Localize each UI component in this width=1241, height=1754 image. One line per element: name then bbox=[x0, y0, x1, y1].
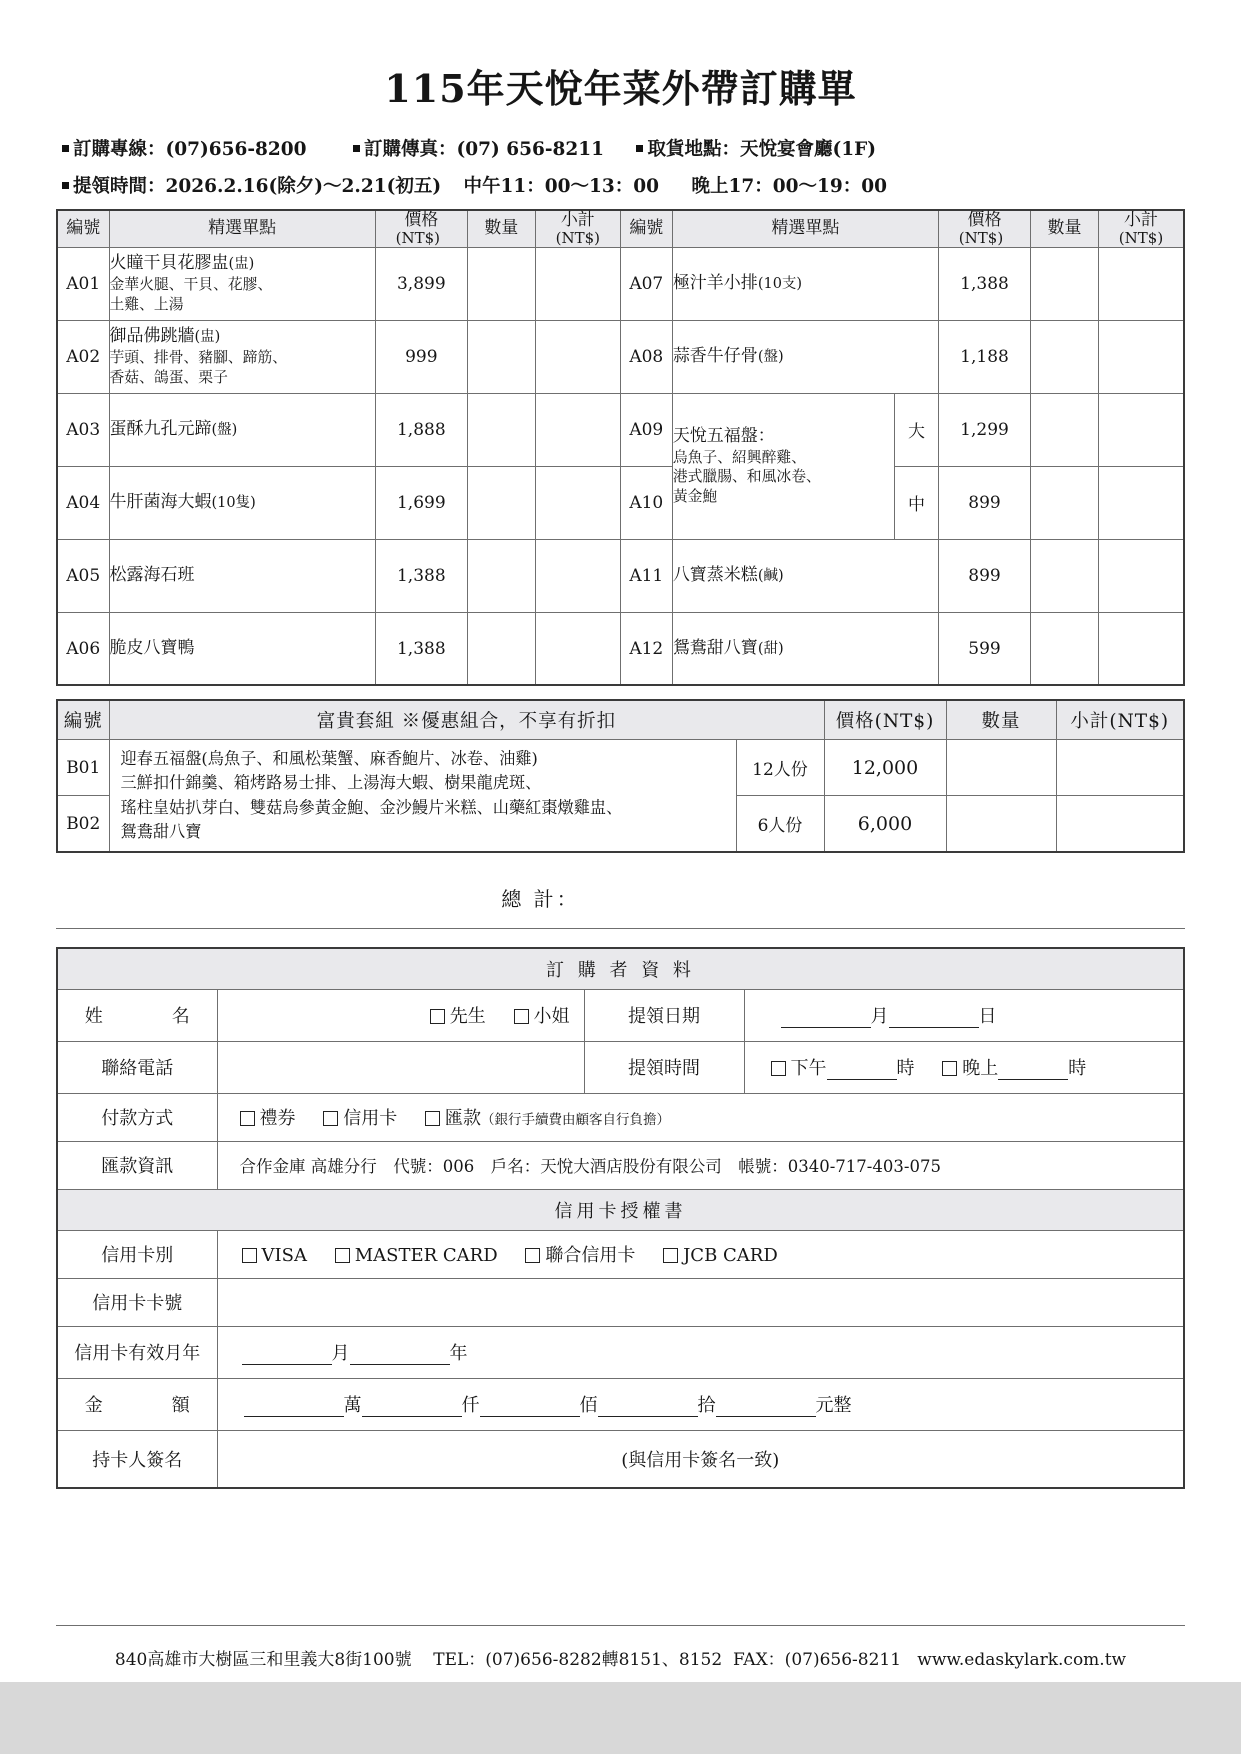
item-subtotal-input[interactable] bbox=[535, 612, 620, 685]
checkbox-icon[interactable] bbox=[425, 1111, 440, 1126]
checkbox-icon[interactable] bbox=[240, 1111, 255, 1126]
item-name: 蒜香牛仔骨 bbox=[672, 346, 758, 367]
item-unit: (10隻) bbox=[211, 495, 256, 512]
jcb-label: JCB CARD bbox=[683, 1245, 778, 1267]
col-price-left-unit: (NT$) bbox=[395, 229, 440, 248]
item-unit: (盤) bbox=[757, 349, 784, 366]
page-title: 115年天悅年菜外帶訂購單 bbox=[384, 66, 857, 111]
item-name: 八寶蒸米糕 bbox=[672, 565, 758, 586]
remit-label: 匯款資訊 bbox=[57, 1141, 217, 1189]
unioncard-label: 聯合信用卡 bbox=[545, 1245, 636, 1267]
item-name: 御品佛跳牆 bbox=[109, 326, 195, 347]
item-size: 大 bbox=[895, 393, 939, 466]
amount-unit-bai: 佰 bbox=[579, 1395, 598, 1417]
pickup-date-input[interactable] bbox=[744, 989, 1184, 1041]
table-row bbox=[57, 320, 1184, 393]
set-price: 6,000 bbox=[824, 796, 946, 852]
name-label: 姓 名 bbox=[57, 989, 217, 1041]
transfer-label: 匯款 bbox=[444, 1108, 481, 1130]
item-subtotal-input[interactable] bbox=[1099, 320, 1185, 393]
order-phone bbox=[62, 135, 307, 161]
item-qty-input[interactable] bbox=[1031, 393, 1099, 466]
pm-hour-blank[interactable] bbox=[827, 1058, 897, 1080]
payment-label: 付款方式 bbox=[57, 1093, 217, 1141]
set-qty-input[interactable] bbox=[946, 796, 1056, 852]
bullet-icon bbox=[62, 182, 69, 189]
voucher-checkbox[interactable] bbox=[240, 1104, 296, 1130]
col-price-right-text: 價格 bbox=[967, 210, 1002, 230]
item-qty-input[interactable] bbox=[467, 612, 535, 685]
item-subtotal-input[interactable] bbox=[1099, 393, 1185, 466]
checkbox-icon[interactable] bbox=[430, 1009, 445, 1024]
amount-input[interactable] bbox=[217, 1378, 1184, 1430]
item-subtotal-input[interactable] bbox=[1099, 612, 1185, 685]
mastercard-label: MASTER CARD bbox=[354, 1245, 498, 1267]
col-price-left bbox=[375, 210, 467, 247]
set-price: 12,000 bbox=[824, 740, 946, 796]
item-price: 1,888 bbox=[375, 393, 467, 466]
pickup-date-month-blank[interactable] bbox=[781, 1006, 871, 1028]
item-code: A07 bbox=[620, 247, 672, 320]
mr-label: 先生 bbox=[449, 1006, 486, 1028]
pickup-place-value: 天悅宴會廳(1F) bbox=[739, 139, 876, 160]
footer-contact bbox=[0, 1645, 1241, 1670]
item-code: A08 bbox=[620, 320, 672, 393]
order-phone-label: 訂購專線： bbox=[73, 139, 166, 160]
item-code: A04 bbox=[57, 466, 109, 539]
customer-section-header bbox=[57, 948, 1184, 990]
item-name: 火瞳干貝花膠盅 bbox=[109, 253, 229, 274]
footer-fax: FAX：(07)656-8211 bbox=[732, 1650, 902, 1670]
pm-label: 下午 bbox=[790, 1058, 827, 1080]
creditcard-section-title: 信用卡授權書 bbox=[57, 1189, 1184, 1230]
pickup-time-noon: 中午11：00～13：00 bbox=[463, 176, 660, 197]
item-price: 599 bbox=[939, 612, 1031, 685]
amount-unit-wan: 萬 bbox=[343, 1395, 362, 1417]
card-number-row bbox=[57, 1278, 1184, 1326]
card-number-label: 信用卡卡號 bbox=[57, 1278, 217, 1326]
transfer-note: （銀行手續費由顧客自行負擔） bbox=[480, 1112, 670, 1129]
table-row bbox=[57, 539, 1184, 612]
item-name: 脆皮八寶鴨 bbox=[109, 638, 195, 659]
item-ingredients: 烏魚子、紹興醉雞、 港式臘腸、和風冰卷、 黃金鮑 bbox=[672, 448, 821, 505]
item-qty-input[interactable] bbox=[1031, 612, 1099, 685]
item-size: 中 bbox=[895, 466, 939, 539]
set-col-title: 富貴套組 ※優惠組合，不享有折扣 bbox=[109, 700, 824, 740]
table-row bbox=[57, 612, 1184, 685]
signature-note: (與信用卡簽名一致) bbox=[621, 1450, 780, 1472]
col-price-right bbox=[939, 210, 1031, 247]
signature-input[interactable] bbox=[217, 1430, 1184, 1488]
item-code: A06 bbox=[57, 612, 109, 685]
pickup-place-label: 取貨地點： bbox=[647, 139, 740, 160]
item-code: A12 bbox=[620, 612, 672, 685]
item-name-cell bbox=[109, 539, 375, 612]
creditcard-checkbox[interactable] bbox=[323, 1104, 397, 1130]
set-desc-line-2: 三鮮扣什錦羹、箱烤路易士排、上湯海大蝦、樹果龍虎斑、 bbox=[120, 773, 542, 793]
item-name-cell bbox=[672, 539, 938, 612]
item-qty-input[interactable] bbox=[1031, 320, 1099, 393]
set-desc-line-4: 鴛鴦甜八寶 bbox=[120, 821, 202, 841]
set-col-qty: 數量 bbox=[946, 700, 1056, 740]
pickup-place bbox=[636, 135, 876, 161]
card-type-options[interactable] bbox=[217, 1230, 1184, 1278]
signature-label: 持卡人簽名 bbox=[57, 1430, 217, 1488]
table-row bbox=[57, 247, 1184, 320]
item-unit: (10支) bbox=[757, 276, 803, 293]
amount-blank-4[interactable] bbox=[598, 1395, 698, 1417]
expiry-month-label: 月 bbox=[331, 1343, 350, 1365]
eve-hour-blank[interactable] bbox=[998, 1058, 1068, 1080]
contact-info-line bbox=[62, 135, 1185, 161]
set-menu-row-b01 bbox=[57, 740, 1184, 796]
set-subtotal-input[interactable] bbox=[1056, 796, 1184, 852]
amount-blank-5[interactable] bbox=[716, 1395, 816, 1417]
transfer-checkbox[interactable] bbox=[425, 1104, 670, 1130]
col-qty-left: 數量 bbox=[467, 210, 535, 247]
order-fax-label: 訂購傳真： bbox=[364, 139, 457, 160]
item-ingredients: 芋頭、排骨、豬腳、蹄筋、 香菇、鴿蛋、栗子 bbox=[109, 349, 288, 386]
expiry-year-label: 年 bbox=[449, 1343, 468, 1365]
card-expiry-row bbox=[57, 1326, 1184, 1378]
creditcard-label: 信用卡 bbox=[343, 1108, 398, 1130]
customer-info-table bbox=[56, 947, 1185, 1490]
item-subtotal-input[interactable] bbox=[1099, 466, 1185, 539]
set-portion: 12人份 bbox=[736, 740, 824, 796]
col-subtotal-right-unit: (NT$) bbox=[1118, 229, 1164, 248]
item-code: A09 bbox=[620, 393, 672, 466]
ms-label: 小姐 bbox=[533, 1006, 570, 1028]
amount-blank-3[interactable] bbox=[480, 1395, 580, 1417]
item-name: 松露海石班 bbox=[109, 565, 195, 586]
customer-section-title: 訂 購 者 資 料 bbox=[57, 948, 1184, 990]
item-name: 極汁羊小排 bbox=[672, 273, 758, 294]
remit-row bbox=[57, 1141, 1184, 1189]
col-subtotal-left bbox=[535, 210, 620, 247]
table-row bbox=[57, 393, 1184, 466]
unioncard-checkbox[interactable] bbox=[525, 1241, 635, 1267]
pickup-time-dates: 2026.2.16(除夕)～2.21(初五) bbox=[165, 176, 442, 197]
footer-band bbox=[0, 1682, 1241, 1754]
order-fax bbox=[353, 135, 604, 161]
bullet-icon bbox=[62, 145, 69, 152]
phone-input[interactable] bbox=[217, 1041, 584, 1093]
item-qty-input[interactable] bbox=[467, 466, 535, 539]
footer-website[interactable]: www.edaskylark.com.tw bbox=[917, 1650, 1127, 1670]
ms-checkbox[interactable] bbox=[514, 1002, 570, 1028]
col-subtotal-left-text: 小計 bbox=[560, 210, 595, 230]
item-subtotal-input[interactable] bbox=[1099, 247, 1185, 320]
item-unit: (鹹) bbox=[757, 568, 784, 585]
footer-address: 840高雄市大樹區三和里義大8街100號 bbox=[114, 1650, 412, 1670]
checkbox-icon[interactable] bbox=[514, 1009, 529, 1024]
item-subtotal-input[interactable] bbox=[1099, 539, 1185, 612]
item-price: 1,388 bbox=[939, 247, 1031, 320]
pickup-date-day-blank[interactable] bbox=[889, 1006, 979, 1028]
item-name-cell bbox=[672, 247, 938, 320]
grand-total-label: 總 計： bbox=[501, 886, 580, 911]
amount-row bbox=[57, 1378, 1184, 1430]
card-type-label: 信用卡別 bbox=[57, 1230, 217, 1278]
item-code: A10 bbox=[620, 466, 672, 539]
payment-options[interactable] bbox=[217, 1093, 1184, 1141]
order-fax-value: (07) 656-8211 bbox=[456, 139, 605, 160]
item-price: 3,899 bbox=[375, 247, 467, 320]
payment-row bbox=[57, 1093, 1184, 1141]
bullet-icon bbox=[636, 145, 643, 152]
set-subtotal-input[interactable] bbox=[1056, 740, 1184, 796]
eve-checkbox[interactable] bbox=[942, 1054, 1086, 1080]
card-number-input[interactable] bbox=[217, 1278, 1184, 1326]
item-subtotal-input[interactable] bbox=[535, 539, 620, 612]
item-code: A01 bbox=[57, 247, 109, 320]
item-unit: (甜) bbox=[757, 641, 784, 658]
item-code: A05 bbox=[57, 539, 109, 612]
col-price-left-text: 價格 bbox=[404, 210, 439, 230]
checkbox-icon[interactable] bbox=[323, 1111, 338, 1126]
menu-table bbox=[56, 209, 1185, 686]
card-expiry-input[interactable] bbox=[217, 1326, 1184, 1378]
item-name-cell bbox=[109, 247, 375, 320]
amount-label: 金 額 bbox=[57, 1378, 217, 1430]
item-unit: (盅) bbox=[228, 256, 255, 273]
expiry-month-blank[interactable] bbox=[242, 1343, 332, 1365]
pickup-time-line bbox=[62, 172, 1185, 198]
item-code: A03 bbox=[57, 393, 109, 466]
pickup-date-month-label: 月 bbox=[870, 1006, 889, 1028]
set-menu-table bbox=[56, 699, 1185, 853]
signature-row bbox=[57, 1430, 1184, 1488]
item-qty-input[interactable] bbox=[467, 320, 535, 393]
set-col-price: 價格(NT$) bbox=[824, 700, 946, 740]
item-code: A02 bbox=[57, 320, 109, 393]
col-code-left: 編號 bbox=[57, 210, 109, 247]
item-name: 鴛鴦甜八寶 bbox=[672, 638, 758, 659]
set-portion: 6人份 bbox=[736, 796, 824, 852]
visa-label: VISA bbox=[261, 1245, 307, 1267]
remit-value: 合作金庫 高雄分行 代號：006 戶名：天悅大酒店股份有限公司 帳號：0340-717-403-075 bbox=[217, 1141, 1184, 1189]
item-name-cell bbox=[672, 393, 894, 539]
checkbox-icon[interactable] bbox=[242, 1248, 257, 1263]
col-subtotal-right-text: 小計 bbox=[1124, 210, 1158, 230]
footer-divider bbox=[56, 1625, 1185, 1626]
set-menu-header-row bbox=[57, 700, 1184, 740]
item-ingredients: 金華火腿、干貝、花膠、 土雞、上湯 bbox=[109, 276, 273, 313]
name-row bbox=[57, 989, 1184, 1041]
phone-row bbox=[57, 1041, 1184, 1093]
expiry-year-blank[interactable] bbox=[350, 1343, 450, 1365]
item-subtotal-input[interactable] bbox=[535, 466, 620, 539]
col-subtotal-left-unit: (NT$) bbox=[555, 229, 600, 248]
checkbox-icon[interactable] bbox=[663, 1248, 678, 1263]
item-price: 999 bbox=[375, 320, 467, 393]
item-name-cell bbox=[672, 320, 938, 393]
item-qty-input[interactable] bbox=[467, 393, 535, 466]
col-price-right-unit: (NT$) bbox=[958, 229, 1004, 248]
item-price: 1,299 bbox=[939, 393, 1031, 466]
voucher-label: 禮券 bbox=[259, 1108, 296, 1130]
name-input[interactable] bbox=[217, 989, 584, 1041]
pickup-date-day-label: 日 bbox=[978, 1006, 997, 1028]
set-description bbox=[109, 740, 736, 852]
checkbox-icon[interactable] bbox=[771, 1061, 786, 1076]
checkbox-icon[interactable] bbox=[525, 1248, 540, 1263]
amount-blank-1[interactable] bbox=[244, 1395, 344, 1417]
item-subtotal-input[interactable] bbox=[535, 393, 620, 466]
eve-hour-label: 時 bbox=[1068, 1058, 1087, 1080]
item-code: A11 bbox=[620, 539, 672, 612]
visa-checkbox[interactable] bbox=[242, 1245, 307, 1266]
card-expiry-label: 信用卡有效月年 bbox=[57, 1326, 217, 1378]
item-unit: (盤) bbox=[211, 422, 238, 439]
pickup-time-label: 提領時間 bbox=[584, 1041, 744, 1093]
divider bbox=[56, 928, 1185, 929]
item-qty-input[interactable] bbox=[467, 247, 535, 320]
jcb-checkbox[interactable] bbox=[663, 1245, 778, 1266]
item-name-cell bbox=[109, 393, 375, 466]
set-desc-line-3: 瑤柱皇姑扒芽白、雙菇烏參黃金鮑、金沙鰻片米糕、山藥紅棗燉雞盅、 bbox=[120, 797, 623, 817]
item-name-cell bbox=[672, 612, 938, 685]
item-price: 1,188 bbox=[939, 320, 1031, 393]
set-col-code: 編號 bbox=[57, 700, 109, 740]
item-price: 1,388 bbox=[375, 539, 467, 612]
table-row bbox=[57, 466, 1184, 539]
amount-unit-shi: 拾 bbox=[697, 1395, 716, 1417]
col-qty-right: 數量 bbox=[1031, 210, 1099, 247]
footer-tel: TEL：(07)656-8282轉8151、8152 bbox=[433, 1650, 723, 1670]
pm-hour-label: 時 bbox=[896, 1058, 915, 1080]
pickup-time-night: 晚上17：00～19：00 bbox=[691, 176, 887, 197]
card-type-row bbox=[57, 1230, 1184, 1278]
menu-table-header-row bbox=[57, 210, 1184, 247]
item-unit: (盅) bbox=[194, 329, 221, 346]
amount-unit-yuan: 元整 bbox=[815, 1395, 852, 1417]
set-col-subtotal: 小計(NT$) bbox=[1056, 700, 1184, 740]
phone-label: 聯絡電話 bbox=[57, 1041, 217, 1093]
creditcard-section-header bbox=[57, 1189, 1184, 1230]
amount-unit-qian: 仟 bbox=[461, 1395, 480, 1417]
pickup-date-label: 提領日期 bbox=[584, 989, 744, 1041]
col-subtotal-right bbox=[1099, 210, 1185, 247]
set-desc-line-1: 迎春五福盤(烏魚子、和風松葉蟹、麻香鮑片、冰卷、油雞) bbox=[120, 748, 538, 768]
col-code-right: 編號 bbox=[620, 210, 672, 247]
item-price: 1,699 bbox=[375, 466, 467, 539]
col-item-left: 精選單點 bbox=[109, 210, 375, 247]
order-phone-value: (07)656-8200 bbox=[165, 139, 307, 160]
bullet-icon bbox=[353, 145, 360, 152]
item-price: 1,388 bbox=[375, 612, 467, 685]
item-name: 牛肝菌海大蝦 bbox=[109, 492, 212, 513]
mr-checkbox[interactable] bbox=[430, 1002, 486, 1028]
set-code: B01 bbox=[57, 740, 109, 796]
amount-blank-2[interactable] bbox=[362, 1395, 462, 1417]
set-qty-input[interactable] bbox=[946, 740, 1056, 796]
item-name: 蛋酥九孔元蹄 bbox=[109, 419, 212, 440]
item-name: 天悅五福盤： bbox=[672, 426, 775, 447]
item-subtotal-input[interactable] bbox=[535, 247, 620, 320]
item-name-cell bbox=[109, 612, 375, 685]
checkbox-icon[interactable] bbox=[335, 1248, 350, 1263]
item-subtotal-input[interactable] bbox=[535, 320, 620, 393]
col-item-right: 精選單點 bbox=[672, 210, 938, 247]
pickup-time-input[interactable] bbox=[744, 1041, 1184, 1093]
item-qty-input[interactable] bbox=[467, 539, 535, 612]
item-qty-input[interactable] bbox=[1031, 247, 1099, 320]
mastercard-checkbox[interactable] bbox=[335, 1245, 498, 1266]
item-qty-input[interactable] bbox=[1031, 466, 1099, 539]
item-name-cell bbox=[109, 466, 375, 539]
pickup-time-label: 提領時間： bbox=[73, 176, 166, 197]
item-price: 899 bbox=[939, 466, 1031, 539]
item-price: 899 bbox=[939, 539, 1031, 612]
item-qty-input[interactable] bbox=[1031, 539, 1099, 612]
checkbox-icon[interactable] bbox=[942, 1061, 957, 1076]
eve-label: 晚上 bbox=[962, 1058, 999, 1080]
set-code: B02 bbox=[57, 796, 109, 852]
pm-checkbox[interactable] bbox=[771, 1054, 915, 1080]
item-name-cell bbox=[109, 320, 375, 393]
